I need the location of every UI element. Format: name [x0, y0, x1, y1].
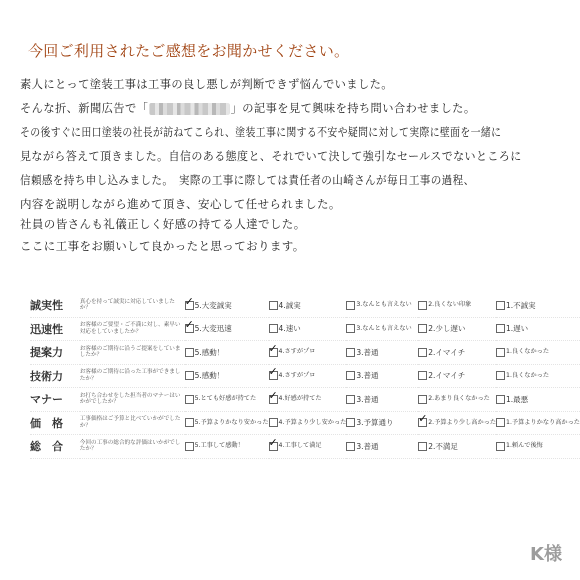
- option-label: 5.感動！: [194, 347, 225, 357]
- option-label: 1.最悪: [506, 394, 529, 404]
- option-label: 1.頼んで後悔: [506, 442, 543, 450]
- checkbox[interactable]: [418, 348, 427, 357]
- option-label: 2.不満足: [428, 441, 458, 451]
- option-label: 5.工事して感動！: [194, 442, 244, 450]
- option-label: 2.少し遅い: [428, 324, 466, 334]
- checkbox[interactable]: [496, 395, 505, 404]
- option-label: 3.普通: [356, 441, 379, 451]
- survey-option[interactable]: [346, 435, 418, 459]
- option-label: 4.工事して満足: [278, 442, 322, 450]
- survey-option[interactable]: [185, 294, 269, 317]
- survey-table: [30, 294, 580, 459]
- option-label: 3.普通: [356, 347, 379, 357]
- option-label: 5.予算よりかなり安かった: [194, 418, 269, 426]
- survey-option[interactable]: [269, 388, 347, 412]
- survey-option[interactable]: [496, 364, 580, 388]
- survey-option[interactable]: [418, 364, 496, 388]
- option-label: 4.好感が持てた: [278, 395, 322, 403]
- option-label: 5.大変迅速: [194, 324, 232, 334]
- survey-category: 総 合: [30, 435, 80, 459]
- option-label: 2.あまり良くなかった: [428, 395, 490, 403]
- option-label: 1.良くなかった: [506, 348, 550, 356]
- survey-option[interactable]: [418, 341, 496, 365]
- checkbox[interactable]: [185, 418, 194, 427]
- survey-question: お打ち合わせをした担当者のマナーはいかがでしたか？: [80, 388, 185, 412]
- checkbox[interactable]: [496, 301, 505, 310]
- option-label: 3.普通: [356, 371, 379, 381]
- survey-row: [30, 388, 580, 412]
- comment-line-2: [20, 100, 476, 116]
- survey-option[interactable]: [346, 411, 418, 435]
- checkbox[interactable]: [185, 442, 194, 451]
- survey-option[interactable]: [346, 317, 418, 341]
- option-label: 1.不誠実: [506, 300, 536, 310]
- checkbox[interactable]: [418, 418, 427, 427]
- checkbox[interactable]: [185, 324, 194, 333]
- survey-option[interactable]: [418, 435, 496, 459]
- survey-option[interactable]: [185, 317, 269, 341]
- option-label: 4.さすがプロ: [278, 371, 316, 379]
- checkbox[interactable]: [269, 324, 278, 333]
- page-title: 今回ご利用されたご感想をお聞かせください。: [28, 42, 350, 60]
- checkbox[interactable]: [185, 348, 194, 357]
- survey-option[interactable]: [185, 388, 269, 412]
- checkbox[interactable]: [269, 348, 278, 357]
- survey-question: 今回の工事の総合的な評価はいかがでしたか？: [80, 435, 185, 459]
- survey-question: お客様のご期待に沿った工事ができましたか？: [80, 364, 185, 388]
- checkbox[interactable]: [346, 324, 355, 333]
- checkbox[interactable]: [346, 395, 355, 404]
- option-label: 3.予算通り: [356, 418, 394, 428]
- checkbox[interactable]: [496, 348, 505, 357]
- survey-option[interactable]: [496, 411, 580, 435]
- option-label: 1.遅い: [506, 324, 529, 334]
- option-label: 4.速い: [278, 324, 301, 334]
- redacted-name: [149, 103, 229, 115]
- survey-option[interactable]: [496, 435, 580, 459]
- option-label: 2.良くない印象: [428, 301, 472, 309]
- survey-option[interactable]: [418, 388, 496, 412]
- survey-option[interactable]: [185, 364, 269, 388]
- customer-signature: K様: [530, 544, 562, 565]
- option-label: 4.予算より少し安かった: [278, 418, 347, 426]
- survey-row: [30, 317, 580, 341]
- checkbox[interactable]: [346, 348, 355, 357]
- checkbox[interactable]: [496, 371, 505, 380]
- survey-option[interactable]: [346, 364, 418, 388]
- survey-option[interactable]: [418, 317, 496, 341]
- survey-option[interactable]: [346, 341, 418, 365]
- checkbox[interactable]: [269, 371, 278, 380]
- survey-category: 価 格: [30, 411, 80, 435]
- option-label: 4.誠実: [278, 300, 301, 310]
- survey-category: 提案力: [30, 341, 80, 365]
- comment-line-5: 信頼感を持ち申し込みました。 実際の工事に際しては責任者の山崎さんが毎日工事の過程、: [20, 173, 475, 187]
- survey-category: マナー: [30, 388, 80, 412]
- option-label: 5.とても好感が持てた: [194, 395, 257, 403]
- checkbox[interactable]: [185, 371, 194, 380]
- comment-line-1: 素人にとって塗装工事は工事の良し悪しが判断できず悩んでいました。: [20, 77, 393, 91]
- survey-question: お客様のご要望・ご不満に対し、素早い対応をしていましたか？: [80, 317, 185, 341]
- survey-option[interactable]: [346, 388, 418, 412]
- survey-option[interactable]: [269, 294, 347, 317]
- checkbox[interactable]: [496, 442, 505, 451]
- comment-line-6: 内容を説明しながら進めて頂き、安心して任せられました。: [20, 197, 341, 211]
- checkbox[interactable]: [346, 418, 355, 427]
- comment-line-7: 社員の皆さんも礼儀正しく好感の持てる人達でした。: [20, 217, 306, 231]
- survey-option[interactable]: [496, 388, 580, 412]
- survey-option[interactable]: [496, 341, 580, 365]
- survey-row: [30, 294, 580, 317]
- checkbox[interactable]: [346, 301, 355, 310]
- option-label: 4.さすがプロ: [278, 348, 316, 356]
- option-label: 5.感動！: [194, 371, 225, 381]
- survey-option[interactable]: [418, 411, 496, 435]
- checkbox[interactable]: [418, 371, 427, 380]
- survey-row: [30, 411, 580, 435]
- checkbox[interactable]: [346, 371, 355, 380]
- comment-line-4: 見ながら答えて頂きました。自信のある態度と、それでいて決して強引なセールスでないところに: [20, 149, 522, 163]
- survey-option[interactable]: [185, 341, 269, 365]
- survey-option[interactable]: [185, 411, 269, 435]
- survey-option[interactable]: [185, 435, 269, 459]
- survey-question: 工事価格はご予算と比べていかがでしたか？: [80, 411, 185, 435]
- checkbox[interactable]: [185, 395, 194, 404]
- option-label: 3.なんとも言えない: [356, 301, 412, 309]
- checkbox[interactable]: [418, 301, 427, 310]
- option-label: 3.普通: [356, 394, 379, 404]
- survey-option[interactable]: [269, 317, 347, 341]
- checkbox[interactable]: [346, 442, 355, 451]
- option-label: 2.予算より少し高かった: [428, 418, 497, 426]
- survey-category: 技術力: [30, 364, 80, 388]
- survey-question: 真心を持って誠実に対応していましたか？: [80, 294, 185, 317]
- option-label: 2.イマイチ: [428, 347, 466, 357]
- checkbox[interactable]: [418, 324, 427, 333]
- survey-question: お客様のご期待に沿うご提案をしていましたか？: [80, 341, 185, 365]
- checkbox[interactable]: [185, 301, 194, 310]
- comment-line-2-after: 」の記事を見て興味を持ち問い合わせました。: [230, 101, 476, 115]
- checkbox[interactable]: [496, 324, 505, 333]
- survey-option[interactable]: [496, 294, 580, 317]
- checkbox[interactable]: [496, 418, 505, 427]
- survey-option[interactable]: [418, 294, 496, 317]
- survey-row: [30, 435, 580, 459]
- option-label: 2.イマイチ: [428, 371, 466, 381]
- option-label: 1.良くなかった: [506, 371, 550, 379]
- checkbox[interactable]: [418, 395, 427, 404]
- checkbox[interactable]: [269, 301, 278, 310]
- survey-option[interactable]: [269, 341, 347, 365]
- checkbox[interactable]: [269, 395, 278, 404]
- survey-option[interactable]: [269, 364, 347, 388]
- checkbox[interactable]: [269, 418, 278, 427]
- survey-row: [30, 341, 580, 365]
- survey-option[interactable]: [346, 294, 418, 317]
- survey-option[interactable]: [269, 411, 347, 435]
- survey-option[interactable]: [269, 435, 347, 459]
- option-label: 1.予算よりかなり高かった: [506, 418, 580, 426]
- comment-line-2-before: そんな折、新聞広告で「: [20, 101, 149, 115]
- option-label: 3.なんとも言えない: [356, 324, 412, 332]
- checkbox[interactable]: [418, 442, 427, 451]
- survey-category: 誠実性: [30, 294, 80, 317]
- checkbox[interactable]: [269, 442, 278, 451]
- survey-row: [30, 364, 580, 388]
- comment-line-3: その後すぐに田口塗装の社長が訪ねてこられ、塗装工事に関する不安や疑問に対して実際に壁面を一緒に: [20, 125, 502, 139]
- option-label: 5.大変誠実: [194, 300, 232, 310]
- survey-category: 迅速性: [30, 317, 80, 341]
- survey-option[interactable]: [496, 317, 580, 341]
- comment-line-8: ここに工事をお願いして良かったと思っております。: [20, 239, 305, 253]
